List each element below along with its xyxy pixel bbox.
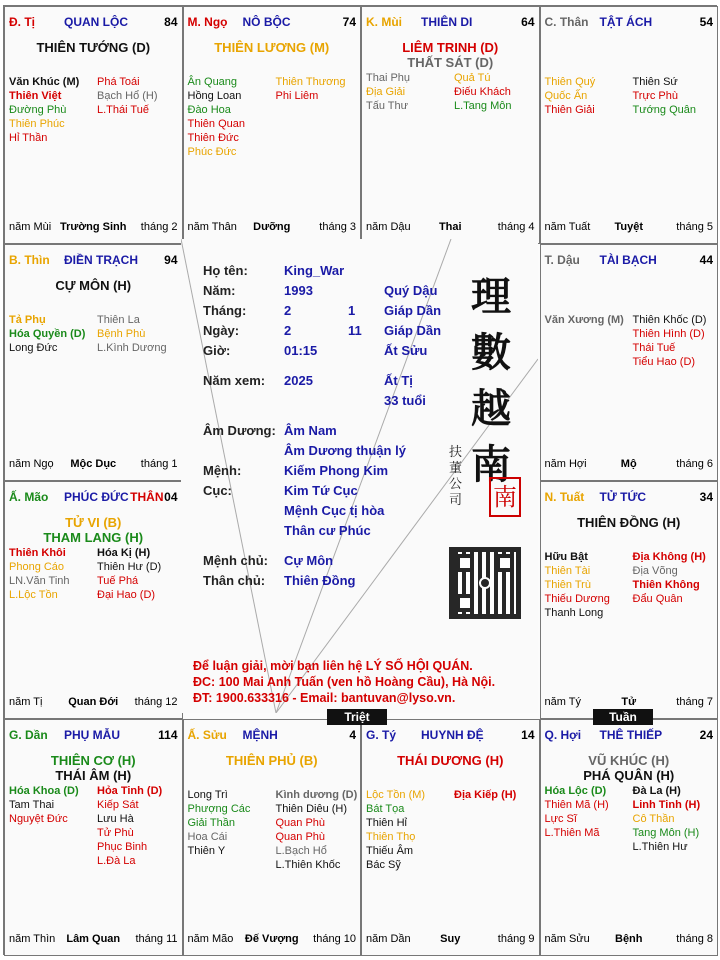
minor-star: Thái Tuế [632,341,676,354]
minor-star: Kình dương (D) [275,788,358,801]
palace-stage: Tử [621,695,637,708]
minor-stars-left [9,75,79,145]
cuc-value: Kim Tứ Cục [284,483,358,498]
minor-star: Bác Sỹ [366,858,401,871]
minor-star: Quốc Ấn [544,90,588,102]
minor-star: Phá Toái [97,76,140,88]
main-star: THẤT SÁT (D) [407,55,494,70]
minor-stars-left [9,546,70,602]
minor-star: L.Đà La [97,854,136,867]
minor-star: Thanh Long [544,607,604,619]
minor-stars-right [633,550,706,606]
minor-star: Thiên Đức [187,132,239,144]
palace-number: 44 [699,252,713,267]
palace-header [9,15,178,29]
minor-star: Thiên Phúc [9,118,65,130]
minor-star: Bạch Hổ (H) [97,90,158,102]
palace-cell [4,244,183,482]
palace-stage: Đế Vượng [244,933,299,945]
minor-star: Tang Môn (H) [632,826,700,839]
amduong-note: Âm Dương thuận lý [284,443,406,458]
palace-stage: Tuyệt [614,220,644,233]
minor-star: Hoa Cái [187,830,228,843]
minor-star: Thiên Tài [544,565,591,577]
main-star: THIÊN CƠ (H) [50,752,136,768]
hour-value: 01:15 [284,343,318,358]
minor-star: Thiên Khốc (D) [632,313,707,326]
month-lunar: 1 [348,303,356,318]
minor-star: L.Thiên Hư [632,840,688,853]
minor-star: Tử Phù [97,826,134,839]
minor-star: Thiên Không [632,579,700,591]
palace-month: tháng 5 [676,220,713,233]
palace-number: 114 [158,727,178,742]
palace-cell [540,6,719,244]
minor-star: Thiên Y [187,844,226,857]
minor-star: Thiên La [97,313,140,326]
minor-stars-left [188,75,245,159]
minor-star: Thiên Trù [544,579,591,591]
minor-star: Địa Không (H) [632,551,706,563]
minor-star: L.Tang Môn [454,100,512,112]
year-can: Quý Dậu [384,283,438,298]
amduong-value: Âm Nam [284,423,337,438]
palace-name: HUYNH ĐỆ [421,727,484,742]
minor-stars-left [545,784,609,840]
minor-star: Tam Thai [9,798,55,811]
minor-stars-right [97,75,158,117]
minor-star: Địa Giải [366,86,406,98]
palace-footer [545,458,714,472]
palace-footer [188,221,357,235]
palace-position: Q. Hợi [544,727,582,742]
minor-stars-left [545,75,596,117]
palace-stage: Mộ [620,458,637,470]
palace-header [545,253,714,267]
minor-star: Thiếu Âm [366,844,414,857]
palace-cell [183,6,362,244]
palace-cell [540,481,719,719]
palace-year: năm Ngọ [9,458,54,470]
palace-number: 4 [349,727,356,742]
minor-star: Văn Xương (M) [544,313,624,326]
palace-month: tháng 12 [134,695,178,708]
palace-name: ĐIỀN TRẠCH [64,252,138,267]
minor-star: Hóa Lộc (D) [544,784,607,797]
palace-cell [540,719,719,957]
minor-star: Lưu Hà [97,812,134,825]
palace-name: THÊ THIẾP [599,727,663,742]
minor-star: Tướng Quân [632,104,696,116]
day-lunar: 11 [348,323,362,338]
palace-header [545,15,714,29]
minor-star: Hóa Kị (H) [97,547,151,559]
minor-stars-left [188,788,251,858]
palace-position: G. Dần [9,727,48,742]
palace-name: NÔ BỘC [242,15,291,29]
qr-code [449,547,521,619]
palace-month: tháng 2 [140,220,178,233]
palace-year: năm Thân [187,220,237,233]
minor-star: Tấu Thư [366,100,409,112]
palace-month: tháng 11 [135,933,178,945]
palace-cell [183,719,362,957]
minor-star: Bát Tọa [366,802,405,815]
minor-stars-left [9,313,85,355]
year-label: Năm: [203,283,236,298]
menh-label: Mệnh: [203,463,242,478]
palace-position: K. Mùi [366,15,402,29]
minor-star: Linh Tinh (H) [632,798,701,811]
palace-stage: Mộc Dục [70,458,117,470]
minor-stars-left [366,71,410,113]
minor-star: Quan Phù [275,816,326,829]
palace-position: B. Thìn [9,252,50,267]
contact-line-3: ĐT: 1900.633316 - Email: bantuvan@lyso.vn. [193,691,456,705]
minor-stars-right [633,313,707,369]
minor-star: Thiên Quý [544,76,596,88]
palace-year: năm Hợi [544,458,587,470]
palace-header [9,490,178,504]
minor-star: Hóa Quyền (D) [9,327,86,340]
main-star: THAM LANG (H) [43,530,144,545]
contact-line-2: ĐC: 100 Mai Anh Tuấn (ven hồ Hoàng Cầu), Hà Nội. [193,675,496,689]
palace-number: 54 [699,15,713,29]
main-star: THÁI ÂM (H) [55,767,132,783]
minor-stars-right [97,784,162,868]
month-can: Giáp Dần [384,303,442,318]
palace-header [188,728,357,742]
minor-star: Giải Thần [187,816,235,829]
palace-stage: Lâm Quan [66,933,121,945]
minor-star: Ân Quang [187,76,238,88]
minor-star: Lộc Tồn (M) [366,788,426,801]
minor-star: Địa Võng [632,565,678,577]
palace-position: Ấ. Mão [9,490,49,504]
minor-star: Long Trì [187,788,228,801]
minor-star: Thai Phụ [366,72,411,84]
seal-side-text: 扶董公司 [449,445,463,508]
palace-month: tháng 4 [497,220,535,233]
palace-month: tháng 7 [676,695,713,708]
palace-position: G. Tý [366,727,397,742]
palace-name: MỆNH [242,727,278,742]
main-star: THÁI DƯƠNG (H) [397,752,504,768]
minor-star: Nguyệt Đức [9,812,68,825]
minor-star: Thiên Hỉ [366,816,407,829]
main-star: TỬ VI (B) [65,515,122,530]
palace-cell [361,6,540,244]
month-label: Tháng: [203,303,247,318]
minor-star: Thiên Hư (D) [97,561,162,573]
minor-star: Tiểu Hao (D) [632,355,696,368]
minor-star: Tuế Phá [97,575,139,587]
minor-star: L.Thái Tuế [97,104,149,116]
minor-star: Thiên Thương [275,76,346,88]
palace-cell [540,244,719,482]
minor-star: LN.Văn Tinh [9,575,70,587]
minor-stars-right [633,75,697,117]
palace-position: Ấ. Sửu [187,727,227,742]
palace-number: 74 [342,15,356,29]
palace-cell [361,719,540,957]
menh-value: Kiếm Phong Kim [284,463,389,478]
tuan-badge: Tuần [593,709,653,725]
minor-star: Địa Kiếp (H) [454,788,517,801]
minor-stars-right [454,71,511,113]
minor-star: Hỉ Thần [9,132,48,144]
main-star: VŨ KHÚC (H) [588,752,670,768]
main-star: THIÊN ĐỒNG (H) [577,515,681,530]
minor-stars-right [97,313,167,355]
than-chu-value: Thiên Đồng [284,573,356,588]
palace-name: PHỤ MẪU [64,727,120,742]
minor-star: L.Thiên Khốc [275,858,341,871]
minor-stars-left [545,550,610,620]
palace-year: năm Dậu [366,220,411,233]
menh-chu-label: Mệnh chủ: [203,553,268,568]
palace-footer [545,221,714,235]
palace-name: THIÊN DI [421,15,473,29]
minor-stars-left [9,784,79,826]
minor-star: Phi Liêm [275,90,319,102]
minor-star: Cô Thần [632,812,675,825]
palace-month: tháng 3 [319,220,356,233]
palace-position: N. Tuất [544,490,585,504]
than-marker: THÂN [130,490,164,504]
main-star: CỰ MÔN (H) [55,277,132,293]
minor-star: L.Lộc Tồn [9,589,58,601]
minor-star: Thiên Hình (D) [632,327,705,340]
main-star: THIÊN PHỦ (B) [225,752,318,768]
minor-star: Hữu Bật [544,551,588,563]
minor-star: Phục Binh [97,840,148,853]
main-star: LIÊM TRINH (D) [402,40,499,55]
than-chu-label: Thân chủ: [203,573,266,588]
palace-stage: Dưỡng [253,220,291,233]
palace-cell [4,6,183,244]
main-star: THIÊN TƯỚNG (D) [36,40,151,55]
palace-footer [9,221,178,235]
hour-label: Giờ: [203,343,231,358]
palace-number: 84 [164,15,178,29]
palace-footer [366,221,535,235]
palace-position: C. Thân [544,15,589,29]
palace-year: năm Sửu [544,933,590,945]
palace-month: tháng 6 [676,458,713,470]
minor-star: Thiên Giải [544,104,595,116]
palace-footer [9,696,178,710]
palace-position: M. Ngọ [187,15,228,29]
amduong-label: Âm Dương: [203,423,276,438]
minor-star: Lực Sĩ [544,812,577,825]
palace-position: Đ. Tị [9,15,35,29]
minor-star: Tả Phụ [9,313,46,326]
year-value: 1993 [284,283,313,298]
palace-stage: Thai [438,220,462,233]
minor-star: Phượng Các [187,802,251,815]
palace-year: năm Mão [187,933,234,945]
palace-header [9,728,178,742]
minor-star: Quả Tú [454,72,491,84]
center-info-panel [181,239,538,713]
than-cu-note: Thân cư Phúc [284,523,371,538]
minor-star: Đà La (H) [632,784,681,797]
palace-footer [366,933,535,947]
palace-header [9,253,178,267]
minor-star: Thiên Quan [187,118,245,130]
minor-star: Quan Phù [275,830,326,843]
menh-chu-value: Cự Môn [284,553,334,568]
minor-stars-left [545,313,624,327]
name-label: Họ tên: [203,263,248,278]
minor-star: L.Bạch Hổ [275,844,327,857]
day-can: Giáp Dần [384,323,442,338]
minor-star: Thiên Mã (H) [544,798,609,811]
palace-position: T. Dậu [544,252,580,267]
month-value: 2 [284,303,292,318]
minor-stars-left [366,788,425,872]
palace-number: 64 [521,15,535,29]
palace-header [545,728,714,742]
view-year-label: Năm xem: [203,373,266,388]
minor-star: Thiếu Dương [544,593,610,605]
view-year-can: Ất Tị [384,373,413,388]
minor-star: Hóa Khoa (D) [9,784,79,797]
minor-star: Văn Khúc (M) [9,76,80,88]
day-label: Ngày: [203,323,240,338]
name-value: King_War [284,263,345,278]
minor-star: Đẩu Quân [632,593,683,605]
palace-month: tháng 10 [313,933,356,945]
palace-name: QUAN LỘC [64,15,128,29]
cuc-label: Cục: [203,483,232,498]
palace-name: TỬ TỨC [599,490,647,504]
palace-number: 14 [521,727,535,742]
palace-month: tháng 9 [497,933,535,945]
palace-name: TÀI BẠCH [599,252,657,267]
minor-star: Đào Hoa [187,104,231,116]
palace-footer [545,933,714,947]
palace-year: năm Tuất [544,220,591,233]
minor-star: Long Đức [9,341,58,354]
hour-can: Ất Sửu [384,343,428,358]
minor-stars-right [97,546,161,602]
palace-stage: Bệnh [615,933,643,945]
minor-stars-right [276,788,358,872]
minor-star: Thiên Khôi [9,547,66,559]
minor-star: Thiên Diêu (H) [275,802,348,815]
palace-number: 94 [164,252,178,267]
cuc-note: Mệnh Cục tị hòa [284,503,385,518]
view-year-value: 2025 [284,373,313,388]
minor-star: Phong Cáo [9,561,65,573]
palace-header [188,15,357,29]
palace-month: tháng 8 [676,933,713,945]
palace-year: năm Tị [9,695,43,708]
main-star: THIÊN LƯƠNG (M) [214,40,330,55]
minor-star: Thiên Thọ [366,830,416,843]
palace-header [545,490,714,504]
minor-stars-right [276,75,346,103]
minor-stars-right [633,784,701,854]
age-value: 33 tuổi [384,393,426,408]
minor-star: Đường Phù [9,104,67,116]
minor-star: L.Kình Dương [97,341,167,354]
palace-footer [188,933,357,947]
calligraphy-logo: 理數越南 [471,273,511,488]
palace-year: năm Mùi [9,220,52,233]
palace-stage: Suy [440,933,461,945]
minor-star: L.Thiên Mã [544,826,600,839]
minor-star: Kiếp Sát [97,798,139,811]
minor-stars-right [454,788,516,802]
palace-footer [9,458,178,472]
palace-year: năm Tý [544,695,581,708]
red-seal: 南 [489,477,521,517]
minor-star: Bệnh Phù [97,327,146,340]
palace-footer [9,933,178,947]
palace-stage: Quan Đới [68,695,119,708]
triet-badge: Triệt [327,709,387,725]
palace-name: TẬT ÁCH [599,15,653,29]
palace-number: 34 [699,490,713,504]
palace-number: 24 [699,727,713,742]
minor-star: Điếu Khách [454,86,511,98]
palace-month: tháng 1 [140,458,178,470]
minor-star: Phúc Đức [187,146,237,158]
palace-cell [4,719,183,957]
palace-stage: Trường Sinh [59,220,127,233]
palace-cell [4,481,183,719]
palace-header [366,15,535,29]
palace-year: năm Dần [366,933,411,945]
minor-star: Đại Hao (D) [97,589,156,601]
minor-star: Thiên Sứ [632,76,678,88]
minor-star: Hồng Loan [187,90,242,102]
palace-year: năm Thìn [9,933,56,945]
palace-header [366,728,535,742]
palace-number: 04 [164,490,178,504]
minor-star: Trực Phù [632,90,678,102]
minor-star: Thiên Việt [9,90,62,102]
main-star: PHÁ QUÂN (H) [583,767,675,783]
contact-line-1: Để luận giải, mời bạn liên hệ LÝ SỐ HỘI QUÁN. [193,659,473,673]
minor-star: Hỏa Tinh (D) [97,784,163,797]
palace-name: PHÚC ĐỨC [64,490,129,504]
palace-footer [545,696,714,710]
day-value: 2 [284,323,292,338]
